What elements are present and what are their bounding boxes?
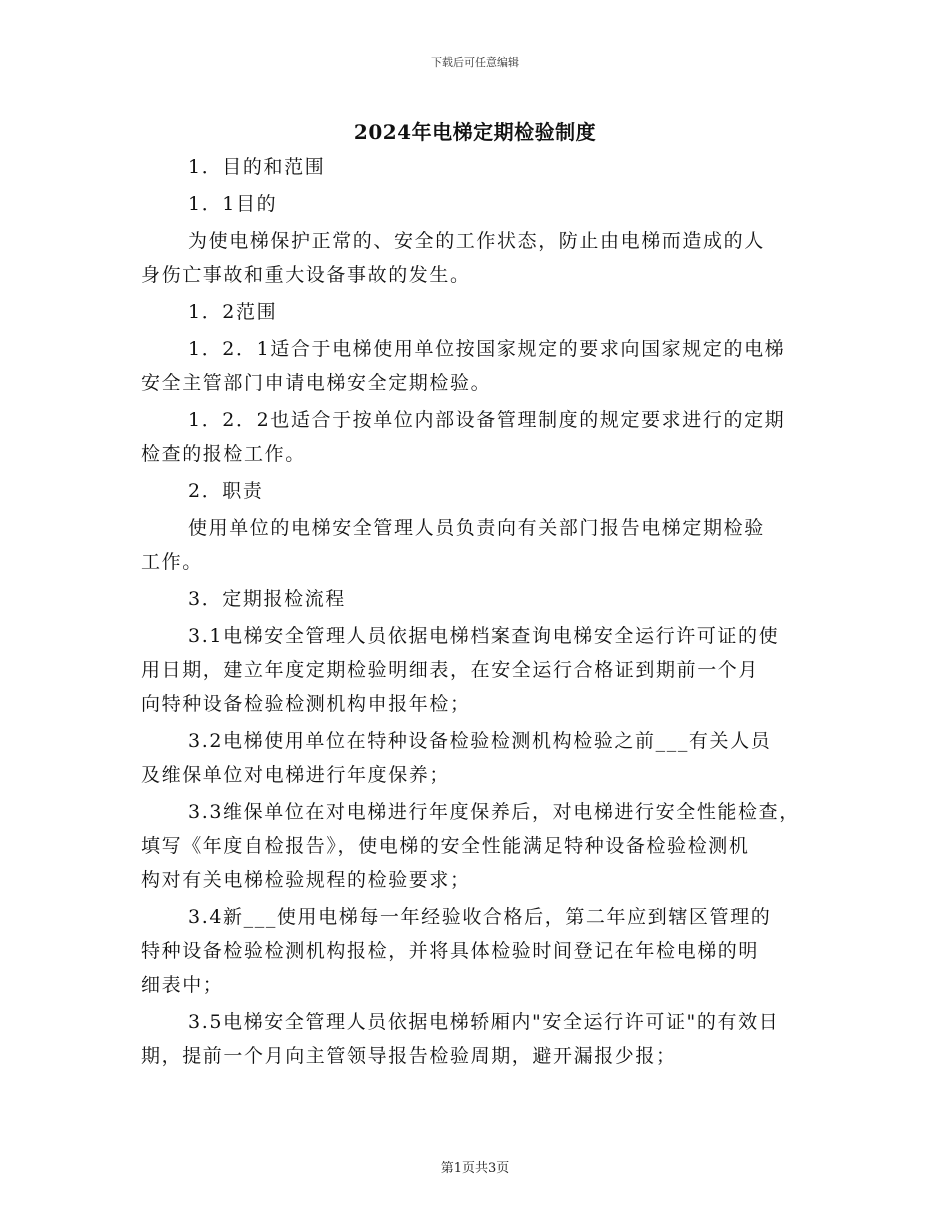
paragraph [141,619,817,721]
paragraph-line: 用日期，建立年度定期检验明细表，在安全运行合格证到期前一个月 [141,659,760,681]
paragraph-line: 3.5电梯安全管理人员依据电梯轿厢内"安全运行许可证"的有效日 [188,1011,780,1033]
paragraph-line: 安全主管部门申请电梯安全定期检验。 [141,372,492,394]
page-footer: 第1页共3页 [440,1161,510,1176]
paragraph-line: 为使电梯保护正常的、安全的工作状态，防止由电梯而造成的人 [188,230,765,252]
paragraph [141,724,817,792]
paragraph-line: 构对有关电梯检验规程的检验要求； [141,869,471,891]
paragraph [141,795,817,897]
paragraph-line: 1．2．2也适合于按单位内部设备管理制度的规定要求进行的定期 [188,409,786,431]
paragraph [141,474,817,508]
document-body [141,150,817,1076]
paragraph-line: 期，提前一个月向主管领导报告检验周期，避开漏报少报； [141,1045,677,1067]
paragraph-line: 1．2范围 [188,301,278,323]
paragraph [141,187,817,221]
paragraph-line: 2．职责 [188,480,264,502]
paragraph-line: 特种设备检验检测机构报检，并将具体检验时间登记在年检电梯的明 [141,940,760,962]
paragraph-line: 1．目的和范围 [188,156,326,178]
paragraph [141,1005,817,1073]
paragraph-line: 3.1电梯安全管理人员依据电梯档案查询电梯安全运行许可证的使 [188,625,780,647]
paragraph-line: 向特种设备检验检测机构申报年检； [141,693,471,715]
paragraph [141,224,817,292]
paragraph-line: 细表中； [141,974,224,996]
paragraph [141,295,817,329]
paragraph [141,511,817,579]
paragraph-line: 检查的报检工作。 [141,443,306,465]
paragraph-line: 3．定期报检流程 [188,588,346,610]
paragraph-line: 3.3维保单位在对电梯进行年度保养后，对电梯进行安全性能检查， [188,801,800,823]
paragraph-line: 使用单位的电梯安全管理人员负责向有关部门报告电梯定期检验 [188,517,765,539]
paragraph-line: 1．2．1适合于电梯使用单位按国家规定的要求向国家规定的电梯 [188,338,786,360]
paragraph [141,403,817,471]
header-note: 下载后可任意编辑 [431,56,519,69]
document-title: 2024年电梯定期检验制度 [353,120,597,144]
paragraph-line: 及维保单位对电梯进行年度保养； [141,764,451,786]
paragraph-line: 3.2电梯使用单位在特种设备检验检测机构检验之前___有关人员 [188,730,772,752]
paragraph-line: 3.4新___使用电梯每一年经验收合格后，第二年应到辖区管理的 [188,906,772,928]
paragraph [141,582,817,616]
paragraph [141,150,817,184]
paragraph [141,332,817,400]
paragraph-line: 身伤亡事故和重大设备事故的发生。 [141,264,471,286]
paragraph [141,900,817,1002]
paragraph-line: 填写《年度自检报告》，使电梯的安全性能满足特种设备检验检测机 [141,835,750,857]
paragraph-line: 工作。 [141,551,203,573]
paragraph-line: 1．1目的 [188,193,278,215]
